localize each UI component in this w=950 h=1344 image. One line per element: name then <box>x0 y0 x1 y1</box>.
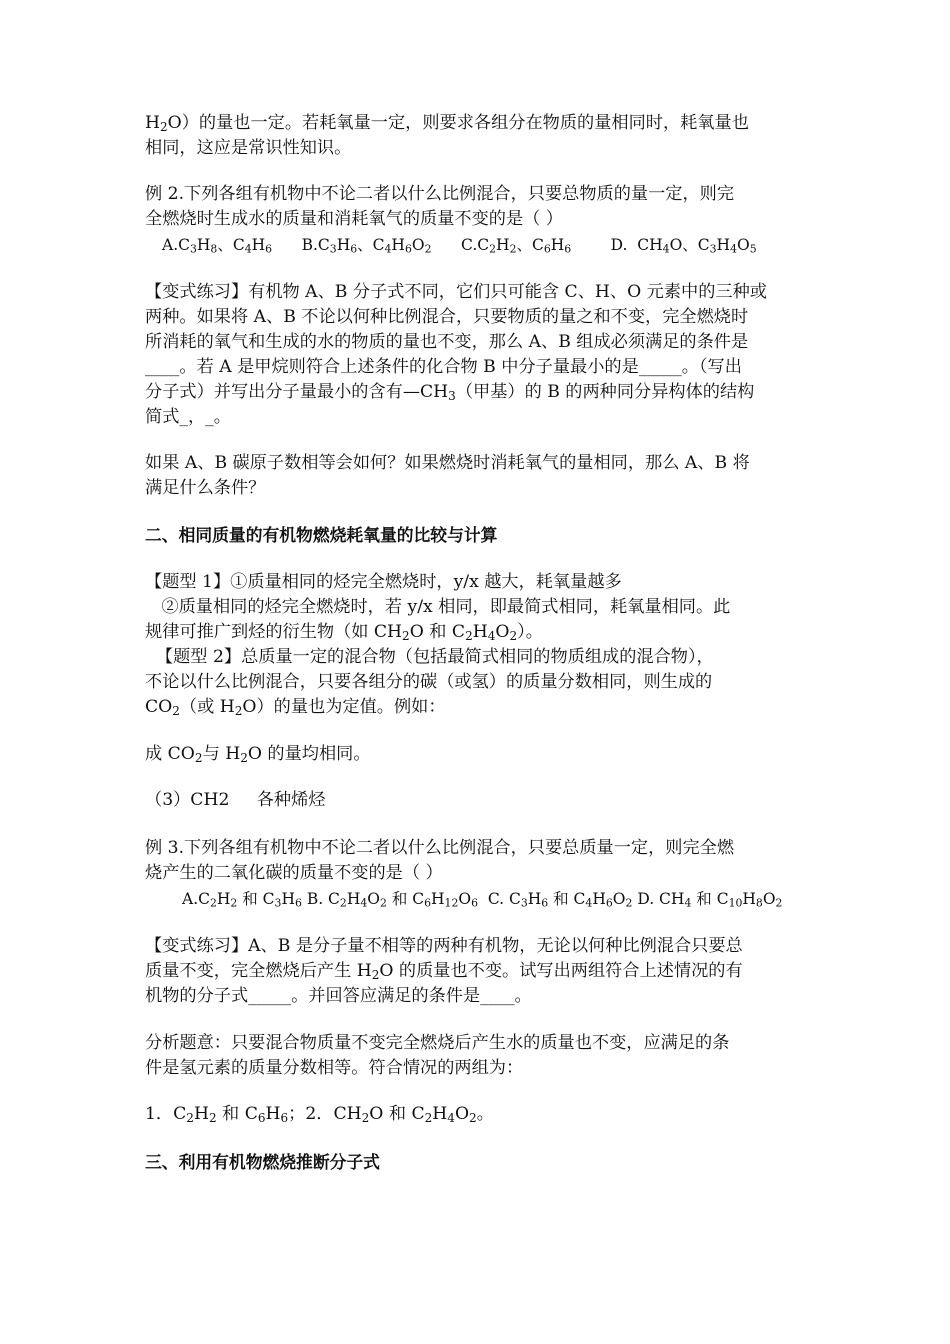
text-line: 全燃烧时生成水的质量和消耗氧气的质量不变的是（ ） <box>145 209 563 229</box>
text-line: 如果 A、B 碳原子数相等会如何？如果燃烧时消耗氧气的量相同，那么 A、B 将 <box>145 453 750 473</box>
text-line: $A.C_3H_8$、$C_4H_6$ $B.C_3H_6$、$C_4H_6O_2$ $C.C_2H_2$、$C_6H_6$ D. $CH_4O$、$C_3H_4O_5$ <box>162 236 757 256</box>
text-line: 质量不变，完全燃烧后产生 $H_2O$ 的质量也不变。试写出两组符合上述情况的有 <box>145 961 743 982</box>
text-line: 【题型 2】总质量一定的混合物（包括最简式相同的物质组成的混合物）， <box>145 647 714 667</box>
text-line: 【变式练习】有机物 A、B 分子式不同，它们只可能含 C、H、O 元素中的三种或 <box>145 282 767 302</box>
text-line: 不论以什么比例混合，只要各组分的碳（或氢）的质量分数相同，则生成的 <box>145 672 713 692</box>
text-line: 例 3.下列各组有机物中不论二者以什么比例混合，只要总质量一定，则完全燃 <box>145 838 735 858</box>
section-heading: 二、相同质量的有机物燃烧耗氧量的比较与计算 <box>145 525 498 545</box>
text-line: 规律可推广到烃的衍生物（如 $CH_2O$ 和 $C_2H_4O_2$）。 <box>145 622 543 643</box>
section-heading: 三、利用有机物燃烧推断分子式 <box>145 1152 380 1172</box>
text-line: $CO_2$（或 $H_2O$）的量也为定值。例如： <box>145 697 446 718</box>
text-line: 件是氢元素的质量分数相等。符合情况的两组为： <box>145 1058 524 1078</box>
text-line: 分子式）并写出分子量最小的含有$—CH_3$（甲基）的 B 的两种同分异构体的结构 <box>145 382 755 403</box>
text-line: 烧产生的二氧化碳的质量不变的是（ ） <box>145 863 443 883</box>
text-line: 满足什么条件？ <box>145 478 266 498</box>
text-line: 简式_，_。 <box>145 407 231 427</box>
text-line: 机物的分子式_____。并回答应满足的条件是____。 <box>145 986 532 1006</box>
text-line: $H_2O$）的量也一定。若耗氧量一定，则要求各组分在物质的量相同时，耗氧量也 <box>145 113 749 134</box>
text-line: 1．$C_2H_2$ 和 $C_6H_6$；2．$CH_2O$ 和 $C_2H_4O_2$。 <box>145 1104 494 1125</box>
text-line: 【题型 1】①质量相同的烃完全燃烧时，y/x 越大，耗氧量越多 <box>145 572 622 592</box>
text-line: 相同，这应是常识性知识。 <box>145 138 352 158</box>
text-line: $A.C_2H_2$ 和 $C_3H_6$ B. $C_2H_4O_2$ 和 $C_6H_{12}O_6$ C. $C_3H_6$ 和 $C_4H_6O_2$ D. $CH_4$ 和 $C_{10}H_8O_2$ <box>182 890 783 910</box>
text-line: 【变式练习】A、B 是分子量不相等的两种有机物，无论以何种比例混合只要总 <box>145 936 743 956</box>
text-line: 例 2.下列各组有机物中不论二者以什么比例混合，只要总物质的量一定，则完 <box>145 184 735 204</box>
text-line: 两种。如果将 A、B 不论以何种比例混合，只要物质的量之和不变，完全燃烧时 <box>145 307 749 327</box>
text-line: 所消耗的氧气和生成的水的物质的量也不变，那么 A、B 组成必须满足的条件是 <box>145 332 749 352</box>
text-line: ②质量相同的烃完全燃烧时，若 y/x 相同，即最简式相同，耗氧量相同。此 <box>145 597 731 617</box>
text-line: 成 $CO_2$与 $H_2O$ 的量均相同。 <box>145 744 371 765</box>
text-line: 分析题意：只要混合物质量不变完全燃烧后产生水的质量也不变，应满足的条 <box>145 1033 730 1053</box>
text-line: （3）CH2 各种烯烃 <box>145 790 326 810</box>
text-line: ____。若 A 是甲烷则符合上述条件的化合物 B 中分子量最小的是_____。（写出 <box>145 357 742 377</box>
